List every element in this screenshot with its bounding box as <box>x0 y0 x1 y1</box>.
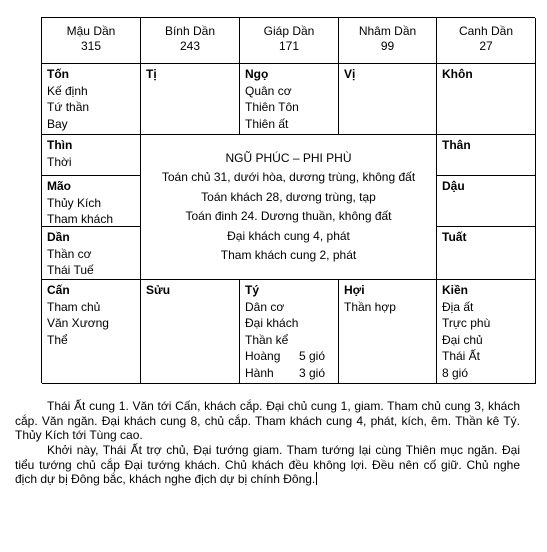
cell-line: Trực phù <box>442 316 491 331</box>
cell-vi <box>339 64 437 135</box>
cell-tuat <box>437 227 536 280</box>
cell-thin <box>42 135 141 176</box>
header-value: 171 <box>278 39 300 53</box>
cell-title: Tuất <box>442 230 467 244</box>
cell-line: Thần kể <box>245 332 289 347</box>
text-cursor <box>316 472 317 485</box>
cell-line: Kế định <box>47 83 88 98</box>
cell-pair <box>245 365 333 382</box>
pair-value: 5 gió <box>299 349 326 364</box>
cell-title: Khôn <box>442 67 473 81</box>
cell-line: Thiên Tôn <box>245 100 299 115</box>
cell-line: Dân cơ <box>245 299 285 314</box>
cell-line: Địa ất <box>442 299 474 314</box>
cell-line: 8 gió <box>442 365 469 380</box>
cell-title: Thân <box>442 138 471 152</box>
cell-title: Tốn <box>47 67 69 81</box>
cell-ngo <box>240 64 339 135</box>
header-name: Nhâm Dần <box>358 24 417 38</box>
header-nham-dan <box>339 18 437 64</box>
center-summary <box>141 135 437 280</box>
cell-line: Tham chủ <box>47 299 101 314</box>
center-title: NGŨ PHÚC – PHI PHÙ <box>225 151 352 165</box>
header-value: 315 <box>80 39 102 53</box>
header-giap-dan <box>240 18 339 64</box>
pair-key: Hành <box>245 365 274 380</box>
cell-title: Mão <box>47 179 71 193</box>
cell-title: Kiền <box>442 283 469 297</box>
cell-line: Thần hợp <box>344 299 396 314</box>
header-name: Mậu Dần <box>66 24 116 38</box>
cell-ti <box>141 64 240 135</box>
cell-mao <box>42 176 141 227</box>
cell-kien <box>437 280 536 384</box>
cell-title: Cấn <box>47 283 70 297</box>
header-value: 99 <box>380 39 395 53</box>
header-mau-dan <box>42 18 141 64</box>
paragraph-text: Thái Ất cung 1. Văn tới Cấn, khách cắp. Đại chủ cung 1, giam. Tham chủ cung 3, khách cắp. Văn ngăn. Đại khách cung 8, chủ cắp. Tham khách cung 4, phát, kích, êm. Thần kê Tý. Thủy Kích tới Tùng cao. <box>15 399 520 443</box>
cell-suu <box>141 280 240 384</box>
cell-khon <box>437 64 536 135</box>
cell-title: Sửu <box>146 283 171 297</box>
cell-title: Tý <box>245 283 260 297</box>
header-value: 27 <box>479 39 493 53</box>
paragraph-2[interactable] <box>15 443 520 487</box>
center-line: Toán chủ 31, dưới hòa, dương trùng, không đất <box>161 170 416 185</box>
cell-line: Văn Xương <box>47 316 109 331</box>
center-line: Tham khách cung 2, phát <box>220 248 357 263</box>
paragraph-text: Khởi này, Thái Ất trợ chủ, Đại tướng giam. Tham tướng lại cùng Thiên mục ngăn. Đại tiểu tướng chủ cắp Đại tướng khách. Chủ khách đều không lợi. Đều nên cố giữ. Chủ nghe địch dự bị Đông bắc, khách nghe địch dự bị chính Đông. <box>15 443 520 487</box>
cell-line: Đại chủ <box>442 332 483 347</box>
cell-line: Thời <box>47 154 72 169</box>
pair-key: Hoàng <box>245 349 281 364</box>
center-line: Đại khách cung 4, phát <box>227 228 350 243</box>
cell-line: Bay <box>47 116 68 131</box>
cell-pair <box>245 348 333 365</box>
cell-title: Dậu <box>442 179 465 193</box>
cell-dan <box>42 227 141 280</box>
table <box>41 17 535 383</box>
cell-title: Ngọ <box>245 67 269 81</box>
cell-title: Tị <box>146 67 157 81</box>
cell-line: Thiên ất <box>245 116 289 131</box>
center-line: Toán khách 28, dương trùng, tạp <box>201 189 376 204</box>
cell-can <box>42 280 141 384</box>
cell-line: Tứ thần <box>47 100 90 115</box>
cell-line: Đại khách <box>245 316 299 331</box>
cell-line: Thể <box>47 332 68 347</box>
pair-value: 3 gió <box>299 365 326 380</box>
header-name: Canh Dần <box>458 24 514 38</box>
cell-title: Dần <box>47 230 70 244</box>
header-value: 243 <box>179 39 201 53</box>
cell-line: Thần cơ <box>47 246 92 261</box>
cell-line: Thủy Kích <box>47 195 102 210</box>
cell-than <box>437 135 536 176</box>
cell-line: Thái Ất <box>442 349 481 364</box>
cell-ty <box>240 280 339 384</box>
cell-title: Hợi <box>344 283 365 297</box>
cell-title: Thìn <box>47 138 73 152</box>
cell-line: Quân cơ <box>245 83 292 98</box>
header-name: Bính Dần <box>164 24 216 38</box>
header-name: Giáp Dần <box>263 24 315 38</box>
cell-line: Thái Tuế <box>47 263 94 278</box>
cell-dau <box>437 176 536 227</box>
header-binh-dan <box>141 18 240 64</box>
center-line: Toán đinh 24. Dương thuần, không đất <box>185 209 392 224</box>
cell-hoi <box>339 280 437 384</box>
cell-ton <box>42 64 141 135</box>
cell-title: Vị <box>344 67 356 81</box>
cell-line: Tham khách <box>47 212 114 227</box>
paragraph-1[interactable] <box>15 399 520 443</box>
header-canh-dan <box>437 18 536 64</box>
